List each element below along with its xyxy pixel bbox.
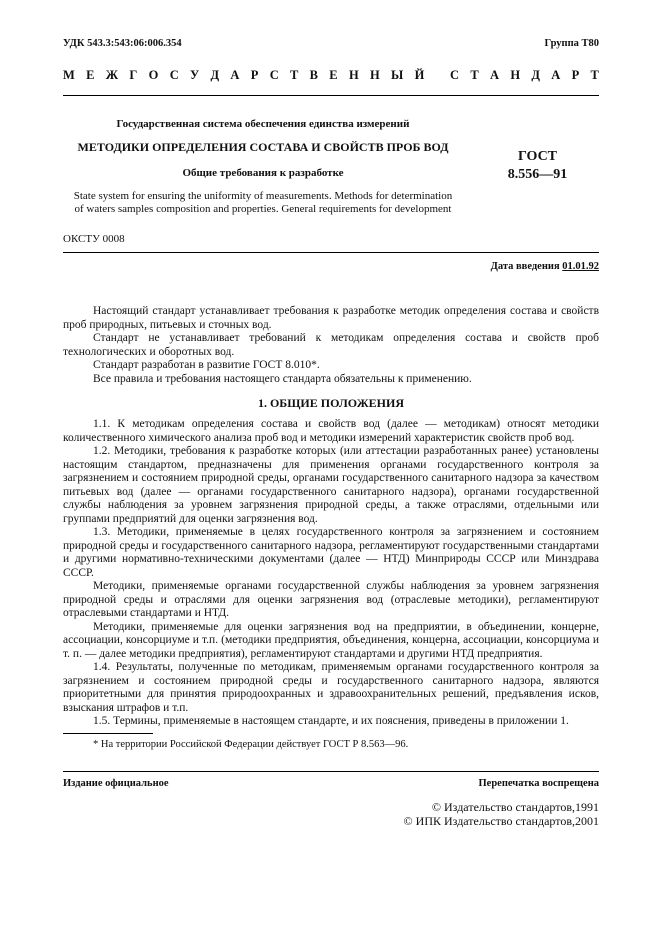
banner-letter: М bbox=[63, 68, 75, 82]
intro-paragraph: Стандарт разработан в развитие ГОСТ 8.010*. bbox=[93, 359, 320, 371]
interstate-standard-banner bbox=[63, 68, 599, 83]
system-title: Государственная система обеспечения единства измерений bbox=[116, 118, 410, 130]
official-edition: Издание официальное bbox=[63, 778, 169, 789]
gost-number: 8.556—91 bbox=[507, 167, 568, 182]
introduction-date bbox=[491, 261, 599, 272]
copyright-line: © ИПК Издательство стандартов,2001 bbox=[403, 814, 599, 828]
section-paragraph: 1.2. Методики, требования к разработке которых (или аттестации разработанных ранее) установлены настоящим стандартом, предназначены для применения органами государственного контроля за загрязнением и состоянием природной среды, органами государственного санитарного надзора за качеством питьевых вод (далее — органами государственного санитарного надзора), органами государственной службы наблюдения за уровнем загрязнения природной среды, а также отраслями, отдельными или группами предприятий для оценки загрязнения вод. bbox=[63, 445, 599, 525]
banner-letter bbox=[436, 68, 439, 83]
banner-letter: У bbox=[190, 68, 200, 82]
footnote-divider bbox=[63, 733, 153, 734]
banner-letter: Г bbox=[129, 68, 138, 82]
document-header bbox=[63, 38, 599, 49]
footer-divider bbox=[63, 771, 599, 772]
banner-letter: Е bbox=[329, 68, 338, 82]
banner-letter: Р bbox=[250, 68, 259, 82]
banner-letter: Т bbox=[470, 68, 479, 82]
banner-letter: Ж bbox=[105, 68, 119, 82]
banner-letter: Д bbox=[210, 68, 220, 82]
section-heading: 1. ОБЩИЕ ПОЛОЖЕНИЯ bbox=[257, 396, 405, 410]
section-paragraph: Методики, применяемые для оценки загрязнения вод на предприятии, в объединении, концерне, ассоциации, консорциуме и т.п. (методики предприятия, объединения, концерна, ассоциации, консорциума и т. п. — далее методики предприятия), регламентируют стандартами и другими НТД предприятия. bbox=[63, 620, 599, 660]
gost-label: ГОСТ bbox=[517, 149, 558, 164]
oksty-code: ОКСТУ 0008 bbox=[63, 233, 125, 245]
section-paragraph: 1.5. Термины, применяемые в настоящем стандарте, и их пояснения, приведены в приложении 1. bbox=[93, 715, 569, 727]
intro-paragraph: Настоящий стандарт устанавливает требования к разработке методик определения состава и свойств проб природных, питьевых и сточных вод. bbox=[63, 305, 599, 331]
document-subtitle: Общие требования к разработке bbox=[182, 167, 344, 179]
copyright-block bbox=[404, 800, 599, 828]
intro-paragraph: Стандарт не устанавливает требований к методикам определения состава и свойств проб технологических и оборотных вод. bbox=[63, 332, 599, 358]
banner-letter: Й bbox=[414, 68, 425, 82]
english-title bbox=[63, 190, 463, 216]
banner-letter: Н bbox=[348, 68, 359, 82]
document-body bbox=[63, 305, 599, 729]
section-paragraph: 1.4. Результаты, полученные по методикам, применяемым органами государственного контроля за загрязнением и состоянием природной среды и государственного санитарного надзора, являются приоритетными для принятия природоохранных и здравоохранительных решений, предъявления исков, взыскания штрафов и т.п. bbox=[63, 661, 599, 714]
copyright-line: © Издательство стандартов,1991 bbox=[431, 800, 599, 814]
footnote: * На территории Российской Федерации действует ГОСТ Р 8.563—96. bbox=[93, 739, 409, 750]
banner-letter: Е bbox=[86, 68, 95, 82]
banner-divider bbox=[63, 95, 599, 96]
banner-letter: Н bbox=[369, 68, 380, 82]
document-title: МЕТОДИКИ ОПРЕДЕЛЕНИЯ СОСТАВА И СВОЙСТВ ПРОБ ВОД bbox=[77, 140, 449, 154]
banner-letter: В bbox=[309, 68, 318, 82]
udk-code: УДК 543.3:543:06:006.354 bbox=[63, 38, 182, 49]
banner-letter: А bbox=[490, 68, 500, 82]
banner-letter: Р bbox=[571, 68, 580, 82]
english-title-line-1: State system for ensuring the uniformity of measurements. Methods for determination bbox=[73, 190, 453, 202]
banner-letter: Д bbox=[531, 68, 540, 82]
banner-letter: Н bbox=[510, 68, 521, 82]
banner-letter: А bbox=[230, 68, 240, 82]
banner-letter: С bbox=[269, 68, 279, 82]
group-code: Группа Т80 bbox=[544, 38, 599, 49]
banner-letter: А bbox=[551, 68, 561, 82]
banner-letter: О bbox=[148, 68, 159, 82]
gost-designation bbox=[475, 148, 600, 184]
banner-letter: Т bbox=[290, 68, 299, 82]
introduction-date-label: Дата введения bbox=[490, 261, 560, 272]
introduction-date-value: 01.01.92 bbox=[562, 261, 599, 272]
section-paragraph: Методики, применяемые органами государственной службы наблюдения за уровнем загрязнения природной среды и отраслями для оценки загрязнения вод (отраслевые методики), регламентируют отраслевыми стандартами и НТД. bbox=[63, 580, 599, 619]
banner-letter: С bbox=[169, 68, 179, 82]
banner-letter: С bbox=[450, 68, 460, 82]
reprint-prohibited: Перепечатка воспрещена bbox=[478, 778, 599, 789]
english-title-line-2: of waters samples composition and properties. General requirements for development bbox=[74, 203, 452, 215]
document-footer bbox=[63, 778, 599, 789]
section-paragraph: 1.3. Методики, применяемые в целях государственного контроля за загрязнением и состоянием природной среды и государственного санитарного надзора, регламентируют государственными стандартами и другими нормативно-техническими документами (далее — НТД) Минприроды СССР или Минздрава СССР. bbox=[63, 526, 599, 579]
title-divider bbox=[63, 252, 599, 253]
banner-letter: Ы bbox=[391, 68, 404, 82]
banner-letter: Т bbox=[590, 68, 599, 82]
section-paragraph: 1.1. К методикам определения состава и свойств вод (далее — методикам) относят методики количественного химического анализа проб вод и методики измерений характеристик свойств проб вод. bbox=[63, 418, 599, 444]
intro-paragraph: Все правила и требования настоящего стандарта обязательны к применению. bbox=[93, 372, 472, 385]
